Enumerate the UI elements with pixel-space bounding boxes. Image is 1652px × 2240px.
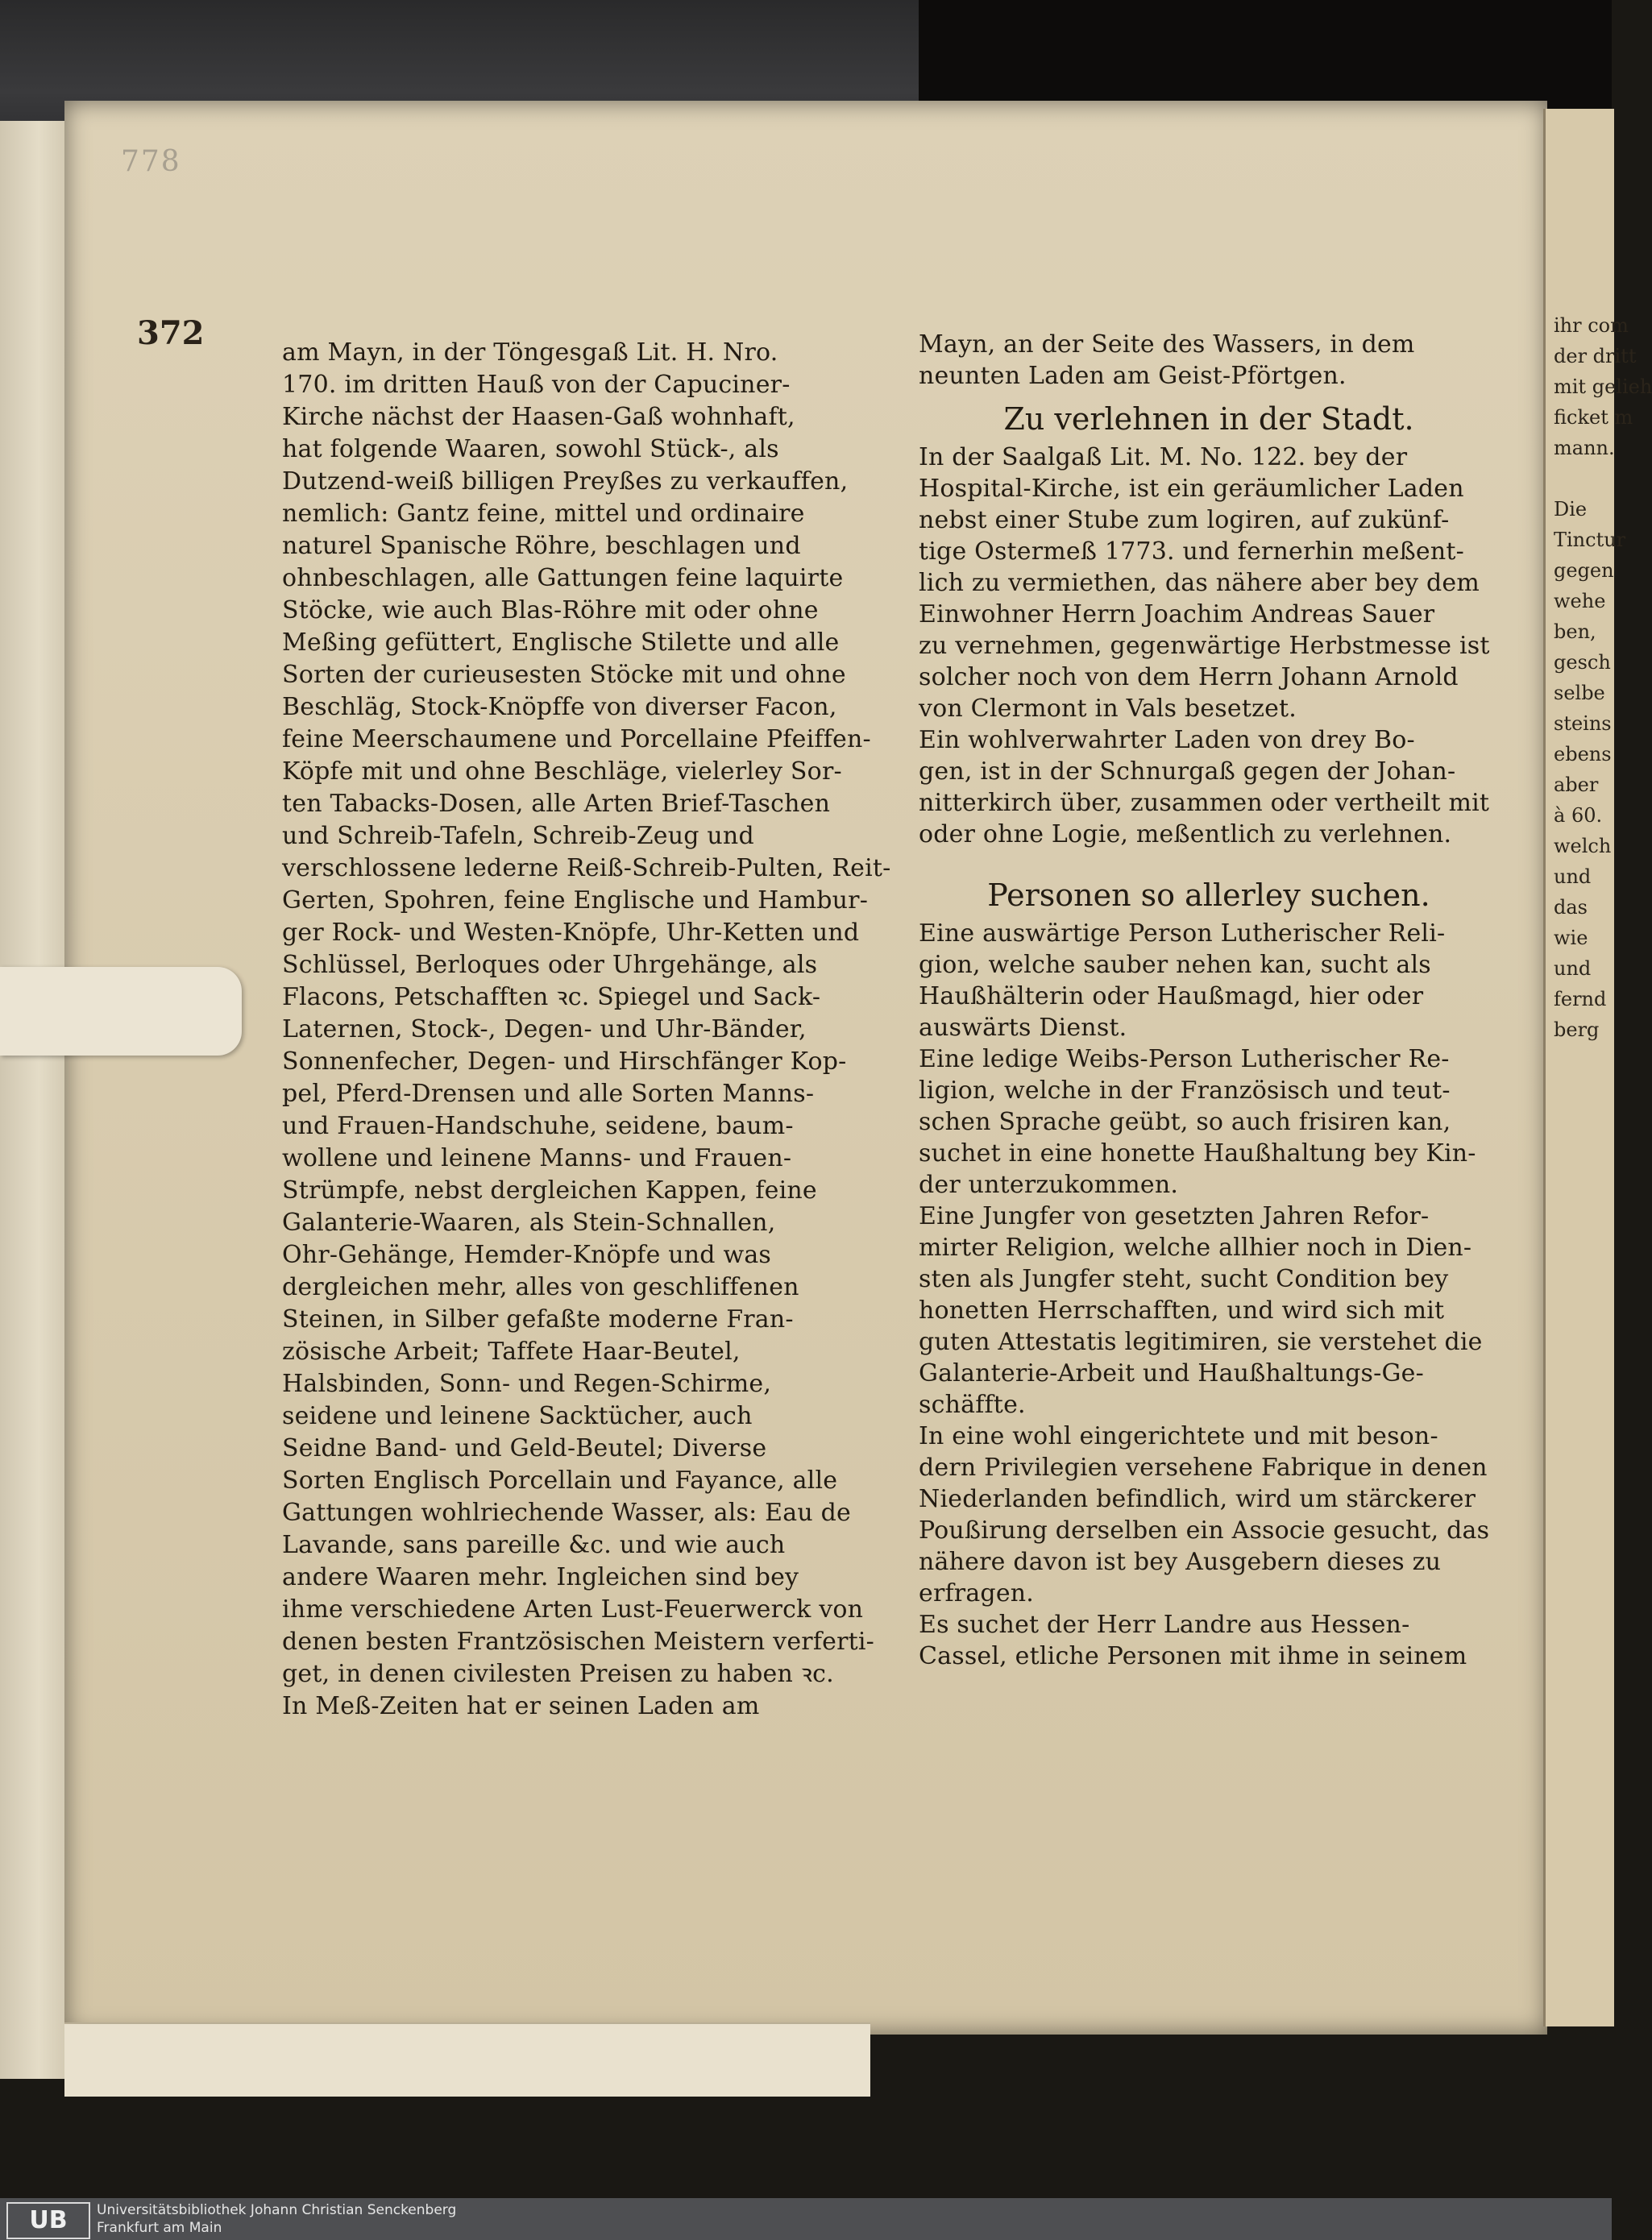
left-text-column [282, 337, 891, 1723]
library-city: Frankfurt am Main [97, 2220, 222, 2236]
text-line: Galanterie-Arbeit und Haußhaltungs-Ge- [919, 1359, 1424, 1388]
text-line: tige Ostermeß 1773. und fernerhin meßent- [919, 537, 1464, 566]
text-line: Ein wohlverwahrter Laden von drey Bo- [919, 726, 1415, 754]
text-line: oder ohne Logie, meßentlich zu verlehnen. [919, 820, 1452, 848]
next-page-fragment: und [1554, 865, 1592, 888]
library-logo: UB [6, 2202, 90, 2239]
text-line: Flacons, Petschafften ꝛc. Spiegel und Sack- [282, 983, 821, 1011]
text-line: Eine Jungfer von gesetzten Jahren Refor- [919, 1202, 1430, 1230]
text-line: ligion, welche in der Französisch und teut- [919, 1076, 1451, 1105]
text-line: Hospital-Kirche, ist ein geräumlicher Laden [919, 475, 1464, 503]
text-line: nitterkirch über, zusammen oder vertheilt mit [919, 789, 1490, 817]
next-page-fragment: à 60. [1554, 804, 1603, 827]
next-page-fragment: mit gelieh [1554, 375, 1652, 398]
text-line: Laternen, Stock-, Degen- und Uhr-Bänder, [282, 1015, 807, 1043]
text-line: von Clermont in Vals besetzet. [919, 695, 1297, 723]
next-page-fragment: welch [1554, 835, 1612, 857]
text-line: am Mayn, in der Töngesgaß Lit. H. Nro. [282, 338, 778, 367]
text-line: Galanterie-Waaren, als Stein-Schnallen, [282, 1209, 776, 1237]
text-line: Eine ledige Weibs-Person Lutherischer Re- [919, 1045, 1450, 1073]
text-line: dergleichen mehr, alles von geschliffenen [282, 1273, 799, 1301]
footer-text [97, 2201, 456, 2237]
text-line: nebst einer Stube zum logiren, auf zukünf- [919, 506, 1450, 534]
next-page-fragment: ebens [1554, 743, 1612, 765]
text-line: seidene und leinene Sacktücher, auch [282, 1402, 753, 1430]
next-page-fragment: und [1554, 957, 1592, 980]
text-line: Eine auswärtige Person Lutherischer Reli- [919, 919, 1446, 948]
next-page-fragment [1554, 463, 1614, 494]
text-line: In Meß-Zeiten hat er seinen Laden am [282, 1692, 760, 1720]
text-line: guten Attestatis legitimiren, sie verstehet die [919, 1328, 1483, 1356]
next-page-fragment: gesch [1554, 651, 1611, 674]
text-line: pel, Pferd-Drensen und alle Sorten Manns- [282, 1080, 815, 1108]
text-line: mirter Religion, welche allhier noch in Dien- [919, 1234, 1472, 1262]
next-page-fragment: mann. [1554, 437, 1615, 459]
text-line: Ohr-Gehänge, Hemder-Knöpfe und was [282, 1241, 772, 1269]
text-line: nähere davon ist bey Ausgebern dieses zu [919, 1548, 1442, 1576]
text-line: ger Rock- und Westen-Knöpfe, Uhr-Ketten und [282, 919, 860, 947]
text-line: zösische Arbeit; Taffete Haar-Beutel, [282, 1338, 741, 1366]
next-page-fragment: der dritt [1554, 345, 1637, 367]
text-line: suchet in eine honette Haußhaltung bey Kin- [919, 1139, 1476, 1168]
text-line: auswärts Dienst. [919, 1014, 1127, 1042]
text-line: zu vernehmen, gegenwärtige Herbstmesse ist [919, 632, 1490, 660]
text-line: dern Privilegien versehene Fabrique in denen [919, 1454, 1488, 1482]
next-page-fragment: Die [1554, 498, 1588, 521]
text-line: In eine wohl eingerichtete und mit beson- [919, 1422, 1438, 1450]
text-line: und Schreib-Tafeln, Schreib-Zeug und [282, 822, 754, 850]
text-line: Einwohner Herrn Joachim Andreas Sauer [919, 600, 1435, 628]
text-line: Sorten der curieusesten Stöcke mit und ohne [282, 661, 846, 689]
text-line: Stöcke, wie auch Blas-Röhre mit oder ohne [282, 596, 819, 624]
footer-bar [0, 2198, 1612, 2240]
text-line: Gattungen wohlriechende Wasser, als: Eau de [282, 1499, 851, 1527]
next-page-fragment: steins [1554, 712, 1612, 735]
next-page-fragment: Tinctur [1554, 529, 1626, 551]
text-line: naturel Spanische Röhre, beschlagen und [282, 532, 801, 560]
next-page-fragment: ihr com [1554, 314, 1629, 337]
text-line: Beschläg, Stock-Knöpffe von diverser Facon, [282, 693, 837, 721]
text-line: gen, ist in der Schnurgaß gegen der Johan- [919, 757, 1456, 786]
text-line: erfragen. [919, 1579, 1035, 1607]
text-line: schäffte. [919, 1391, 1026, 1419]
library-name: Universitätsbibliothek Johann Christian Senckenberg [97, 2202, 457, 2218]
text-line: Schlüssel, Berloques oder Uhrgehänge, als [282, 951, 818, 979]
page-marker-tab [0, 967, 242, 1056]
next-page-fragment: wie [1554, 927, 1588, 949]
heading-personen-suchen: Personen so allerley suchen. [987, 877, 1430, 913]
text-line: Köpfe mit und ohne Beschläge, vielerley Sor- [282, 757, 842, 786]
text-line: Meßing gefüttert, Englische Stilette und alle [282, 628, 840, 657]
next-page-edge [1543, 109, 1652, 2026]
next-page-fragment: gegen [1554, 559, 1614, 582]
text-line: Cassel, etliche Personen mit ihme in seinem [919, 1642, 1467, 1670]
page-number: 372 [137, 314, 205, 352]
heading-zu-verlehnen: Zu verlehnen in der Stadt. [1003, 401, 1414, 437]
text-line: ihme verschiedene Arten Lust-Feuerwerck von [282, 1595, 864, 1624]
next-page-fragment: fernd [1554, 988, 1607, 1010]
text-line: sten als Jungfer steht, sucht Condition bey [919, 1265, 1449, 1293]
text-line: Haußhälterin oder Haußmagd, hier oder [919, 982, 1424, 1010]
section-rentals [919, 442, 1499, 850]
text-line: Niederlanden befindlich, wird um stärckerer [919, 1485, 1476, 1513]
section-persons-seeking [919, 918, 1499, 1672]
text-line: Kirche nächst der Haasen-Gaß wohnhaft, [282, 403, 795, 431]
text-line: andere Waaren mehr. Ingleichen sind bey [282, 1563, 799, 1591]
text-line: und Frauen-Handschuhe, seidene, baum- [282, 1112, 794, 1140]
next-page-fragment: selbe [1554, 682, 1605, 704]
text-line: ten Tabacks-Dosen, alle Arten Brief-Taschen [282, 790, 831, 818]
text-line: feine Meerschaumene und Porcellaine Pfeiffen- [282, 725, 871, 753]
next-page-fragment: wehe [1554, 590, 1606, 612]
page-bottom-edge [64, 2022, 870, 2097]
text-line: Sonnenfecher, Degen- und Hirschfänger Kop- [282, 1047, 847, 1076]
text-line: gion, welche sauber nehen kan, sucht als [919, 951, 1431, 979]
next-page-fragment: berg [1554, 1018, 1600, 1041]
next-page-fragment: ben, [1554, 620, 1596, 643]
text-line: Poußirung derselben ein Associe gesucht, das [919, 1516, 1490, 1545]
text-line: get, in denen civilesten Preisen zu haben ꝛc. [282, 1660, 834, 1688]
text-line: nemlich: Gantz feine, mittel und ordinaire [282, 500, 805, 528]
text-line: Halsbinden, Sonn- und Regen-Schirme, [282, 1370, 772, 1398]
text-line: Strümpfe, nebst dergleichen Kappen, feine [282, 1176, 817, 1205]
pencil-mark: 778 [121, 145, 181, 178]
text-line: wollene und leinene Manns- und Frauen- [282, 1144, 792, 1172]
text-line: hat folgende Waaren, sowohl Stück-, als [282, 435, 779, 463]
intro-paragraph [919, 329, 1499, 392]
text-line: Mayn, an der Seite des Wassers, in dem [919, 330, 1415, 359]
text-line: Sorten Englisch Porcellain und Fayance, alle [282, 1466, 838, 1495]
text-line: Es suchet der Herr Landre aus Hessen- [919, 1611, 1410, 1639]
text-line: ohnbeschlagen, alle Gattungen feine laquirte [282, 564, 844, 592]
text-line: honetten Herrschafften, und wird sich mit [919, 1296, 1445, 1325]
text-line: In der Saalgaß Lit. M. No. 122. bey der [919, 443, 1408, 471]
text-line: Steinen, in Silber gefaßte moderne Fran- [282, 1305, 794, 1334]
text-line: 170. im dritten Hauß von der Capuciner- [282, 371, 791, 399]
next-page-fragments [1546, 109, 1652, 1045]
text-line: solcher noch von dem Herrn Johann Arnold [919, 663, 1459, 691]
text-line: schen Sprache geübt, so auch frisiren kan, [919, 1108, 1451, 1136]
text-line: Seidne Band- und Geld-Beutel; Diverse [282, 1434, 767, 1462]
next-page-fragment: aber [1554, 774, 1599, 796]
text-line: denen besten Frantzösischen Meistern verferti- [282, 1628, 875, 1656]
text-line: neunten Laden am Geist-Pförtgen. [919, 362, 1347, 390]
next-page-fragment: das [1554, 896, 1588, 919]
text-line: Lavande, sans pareille &c. und wie auch [282, 1531, 786, 1559]
text-line: lich zu vermiethen, das nähere aber bey dem [919, 569, 1480, 597]
text-line: Dutzend-weiß billigen Preyßes zu verkauffen, [282, 467, 849, 496]
right-text-column [919, 329, 1499, 1672]
text-line: Gerten, Spohren, feine Englische und Hambur- [282, 886, 869, 915]
next-page-fragment: ficket m [1554, 406, 1633, 429]
text-line: der unterzukommen. [919, 1171, 1179, 1199]
text-line: verschlossene lederne Reiß-Schreib-Pulten, Reit- [282, 854, 891, 882]
